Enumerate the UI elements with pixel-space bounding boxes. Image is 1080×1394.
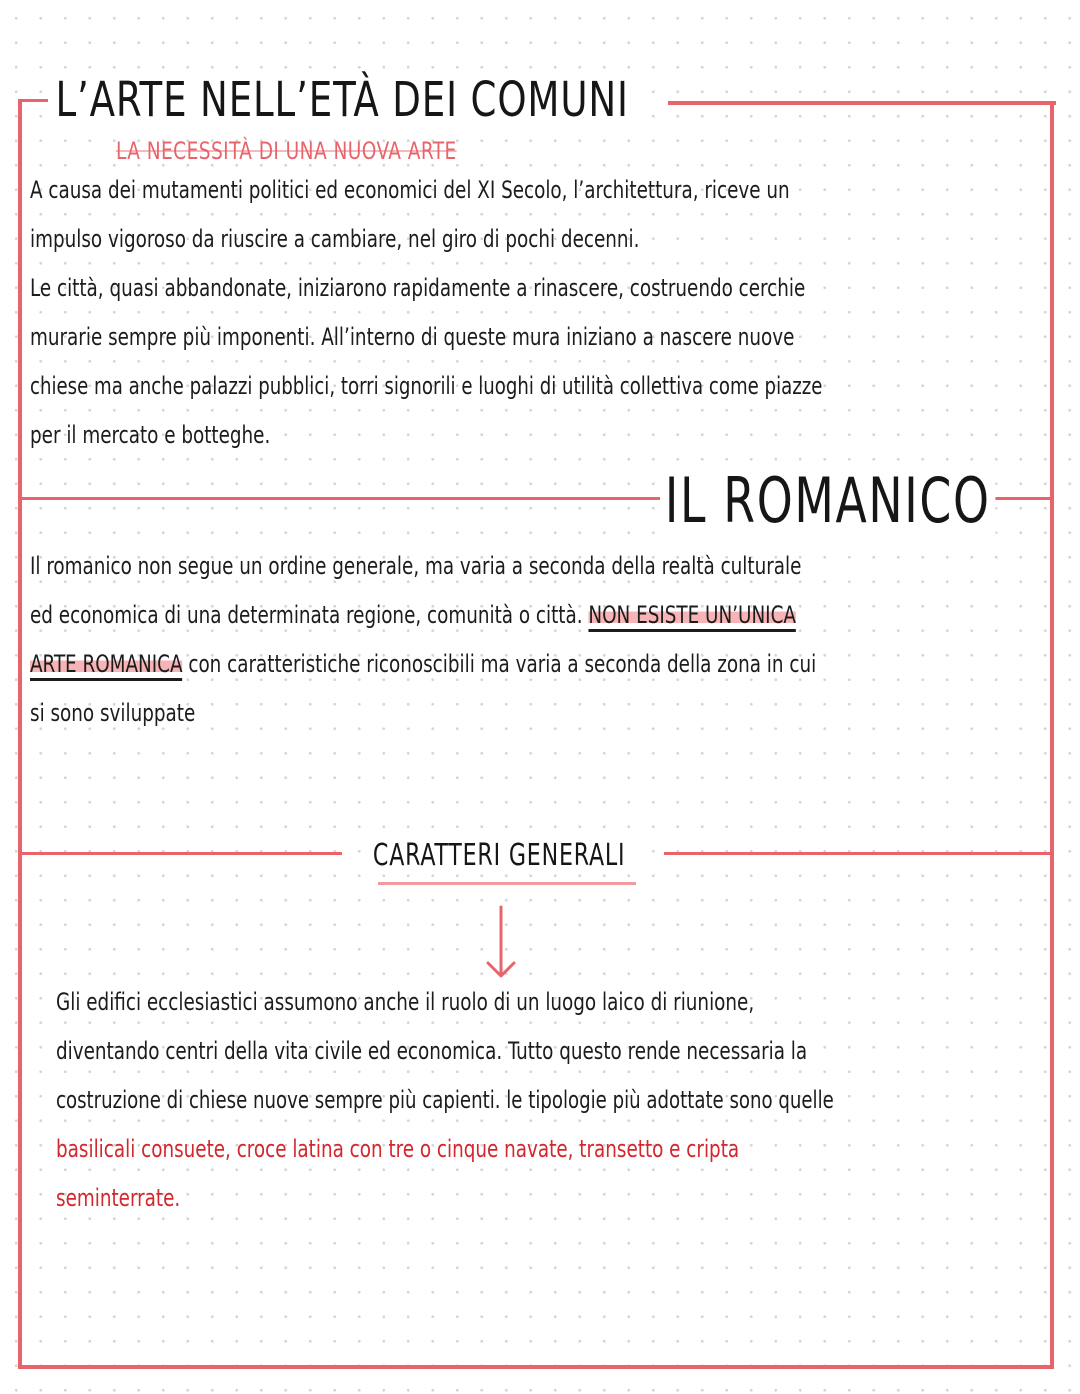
section2-line: ARTE ROMANICA con caratteristiche riconoscibili ma varia a seconda della zona in cui [30,640,955,689]
frame-bottom [18,1365,1054,1369]
section1-line: per il mercato e botteghe. [30,421,271,449]
section3-line: costruzione di chiese nuove sempre più capienti. le tipologie più adottate sono quelle [56,1086,834,1114]
section1-line: impulso vigoroso da riuscire a cambiare, nel giro di pochi decenni. [30,225,640,253]
section-heading-romanico: IL ROMANICO [660,464,996,537]
section1-line: chiese ma anche palazzi pubblici, torri signorili e luoghi di utilità collettiva come piazze [30,372,823,400]
section1-line: murarie sempre più imponenti. All’interno di queste mura iniziano a nascere nuove [30,323,795,351]
section3-line-red: seminterrate. [56,1184,181,1212]
section3-line: Gli edifici ecclesiastici assumono anche il ruolo di un luogo laico di riunione, [56,988,755,1016]
section2-line: si sono sviluppate [30,699,196,727]
section1-line: Le città, quasi abbandonate, iniziarono rapidamente a rinascere, costruendo cerchie [30,274,806,302]
caratteri-underline [378,882,636,885]
page-subtitle: LA NECESSITÀ DI UNA NUOVA ARTE [116,137,457,165]
section1-paragraph [30,166,973,460]
divider-caratteri-right [664,852,1054,855]
section3-line-red: basilicali consuete, croce latina con tre o cinque navate, transetto e cripta [56,1135,740,1163]
frame-left [18,99,22,1369]
highlight-non-esiste: NON ESISTE UN’UNICA [588,601,796,632]
section1-line: A causa dei mutamenti politici ed economici del XI Secolo, l’architettura, riceve un [30,176,790,204]
highlight-arte-romanica: ARTE ROMANICA [30,650,183,681]
section2-paragraph [30,542,955,738]
divider-caratteri-left [18,852,342,855]
section3-line: diventando centri della vita civile ed economica. Tutto questo rende necessaria la [56,1037,808,1065]
section2-line: ed economica di una determinata regione, comunità o città. NON ESISTE UN’UNICA [30,591,955,640]
arrow-down-icon [484,905,518,979]
page-title: L’ARTE NELL’ETÀ DEI COMUNI [52,72,632,128]
section3-paragraph [56,978,982,1223]
section2-line: Il romanico non segue un ordine generale, ma varia a seconda della realtà culturale [30,552,802,580]
frame-top-right [668,101,1056,105]
frame-right [1050,101,1054,1369]
frame-top-left-tick [18,99,48,102]
section-heading-caratteri: CARATTERI GENERALI [368,838,630,873]
